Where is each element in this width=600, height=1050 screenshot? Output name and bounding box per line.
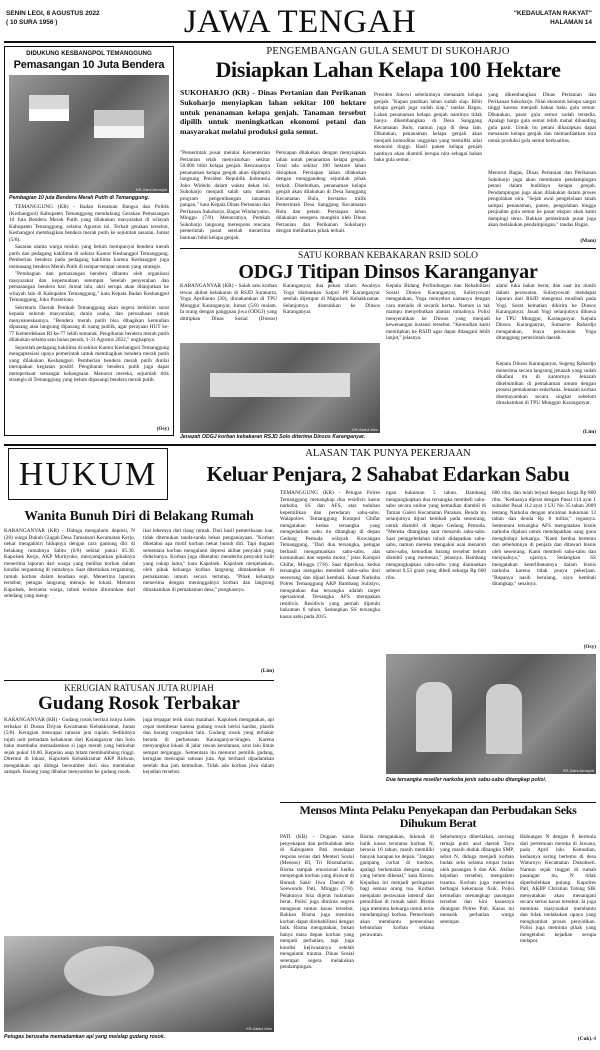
sabu-col-3: 600 ribu, dan telah terjual dengan harga Rp 800 ribu. "Keduanya dijerat dengan Pasal 114 ayat 1 subsider Pasal 112 ayat 1 UU No 35 tahun 2009 tentang Narkoba dengan ancaman hukuman 12 tahun dan denda Rp 8 miliar," tegasnya. Sementara tersangka AFS mengatakan bisnis narkoba dijalani untuk mendapatkan uang guna menghidupi keluarga. "Kami berdua bertemu dan sebelumnya di penjara dan ditawari bisnis oleh seseorang. Kami membeli sabu-sabu dan menjualnya," ujarnya. Sedangkan SS mengatakan keterlibatannya dalam bisnis narkoba karena tidak punya pekerjaan. "Rupanya nasib berulang, saya kembali ditangkap," sesalnya. bbox=[492, 490, 596, 587]
bendera-paragraph: Sejumlah pedagang kakilima di sekitar Kantor Kesbangpol Temanggung mengapresiasi upaya pemerintah untuk membagikan bendera merah putih yang dilakukan Kesbangpol. Pemberian bendera merah putih dinilai merupakan kegiatan positif. Pengibaran bendera putih juga dapat memperkuat semangat kebangsaan. Menurut mereka, sejumlah titik strategis di Temanggung yang belum dipasangi bendera merah putih. bbox=[9, 344, 169, 384]
gudang-story bbox=[4, 683, 274, 1045]
gula-col-4: yang dikembangkan Dinas Pertanian dan Perikanan Sukoharjo. Nilai ekonomi kelapa sangat tinggi karena menjadi bahan baku gula semut. Dikatakan, pasar gula semut sudah tersedia. Apalagi harga gula semut lebih mahal dibanding gula pasir. Untuk itu petani diharapkan dapat menanam kelapa genjah dan memanfaatkan nira untuk produksi gula semut berkualitas. bbox=[488, 92, 596, 144]
smoke-icon bbox=[64, 946, 154, 996]
bendera-headline: Pemasangan 10 Juta Bendera bbox=[13, 59, 165, 71]
bendera-story bbox=[4, 46, 174, 436]
bunuh-diri-headline: Wanita Bunuh Diri di Belakang Rumah bbox=[24, 508, 254, 523]
sabu-col-2: ngan hukuman 5 tahun. Bambang mengungkapkan dua tersangka membeli sabu-sabu secara online yang kemudian diambil di Taman Galeri Kecamatan Parakan. Benda itu selanjutnya dijual kembali pada seseorang, untuk diambil di depan Gedung Pemuda. "Mereka ditangkap saat menaruh sabu-sabu. Saat penggeledahan tubuh didapatkan sabu-sabu, namun mereka mengakui usai menaruh sabu-sabu, kemudian barang tersebut belum diambil yang memesan," jelasnya. Bambang mengungkapkan sabu-sabu yang diamankan seberat 0,53 gram yang dibeli seharga Rp 600 ribu. bbox=[386, 490, 486, 581]
photo-credit: KR-Abdul Alim bbox=[352, 427, 378, 432]
odgj-photo bbox=[180, 343, 380, 433]
odgj-kicker: SATU KORBAN KEBAKARAN RSJD SOLO bbox=[298, 251, 478, 261]
byline-sign: (Mam) bbox=[580, 238, 596, 244]
hijri-date: ( 10 SURA 1956 ) bbox=[6, 19, 58, 26]
person-icon bbox=[416, 682, 452, 752]
gula-col-5: Menurut Bagas, Dinas Pertanian dan Perikanan Sukoharjo juga akan membantu pendampingan petani dalam budidaya kelapa genjah. Pendampingan juga akan dilakukan dalam proses pengolahan nira. "Sejak awal pengelolaan tanah sampai penanaman, panen, pengolahan hingga penjualan gula semut ke pasar ekspor akan kami dampingi terus. Bahkan pemerintah pusat juga akan melakukan pendampingan," tandas Bagas. bbox=[488, 170, 596, 228]
sabu-story bbox=[280, 490, 596, 800]
section-title: HUKUM bbox=[18, 456, 158, 493]
bunuh-diri-col-1: KARANGANYAR (KR) - Diduga mengalami depresi, N (28) warga Dukuh Glagah Desa Tamansari Kecamatan Kerjo, nekat mengakhiri hidupnya dengan cara gantung diri di belakang rumahnya Sabtu (6/8) sekitar pukul 05.30. Kapolsek Kerjo, AKP Murtiyoko, menyampaikan pihaknya menerima laporan dari warga yang melihat korban dalam kondisi tergantung di rumahnya. Saat ditemukan tergantung, rumah korban dalam keadaan sepi. Menerima laporan tersebut, petugas langsung menuju ke lokasi. Menurut Kapolsek, bersama warga, tubuh korban diturunkan dari seledang yang meng- bbox=[4, 528, 135, 599]
gula-kicker: PENGEMBANGAN GULA SEMUT DI SUKOHARJO bbox=[266, 46, 510, 57]
odgj-story bbox=[180, 251, 596, 439]
date-line: SENIN LEGI, 8 AGUSTUS 2022 bbox=[6, 10, 100, 17]
photo-credit: KR-Zaini Arrosyid bbox=[135, 187, 167, 192]
sabu-photo bbox=[386, 654, 596, 774]
sabu-col-1: TEMANGGUNG (KR) - Petugas Polres Temanggung menangkap dua residivis kasus narkoba, SS dan AFS, atas tuduhan kepemilikan dan peredaran sabu-sabu. Walapolres Temanggung Kompol Ghifar mengatakan kedua tersangka yang mengedarkan sabu itu ditangkap di depan Gedung Pemuda wilayah Kowangan Temanggung. "Dari dua tersangka, petugas berhasil mengamankan sabu-sabu, alat komunikasi dan sepeda motor," jelas Kompol Ghifar, Minggu (7/8). Saat diperiksa, kedua tersangka mengaku membeli sabu-sabu dari seseorang dan dijual kembali. Kasat Narkoba Polres Temanggung AKP Bambang Sulistyo, mengatakan dua tersangka adalah target operasional. Tersangka AFS merupakan residivis. Residivis yang pernah dijatuhi hukuman 6 tahun. Sedangkan SS tersangka kasus sabu pada 2015. bbox=[280, 490, 380, 620]
masthead-motto: "KEDAULATAN RAKYAT" bbox=[513, 10, 592, 17]
gula-headline: Disiapkan Lahan Kelapa 100 Hektare bbox=[215, 57, 561, 82]
photo-credit: KR-Abdul Alim bbox=[246, 1026, 272, 1031]
odgj-col-2: Kepala Bidang Perlindungan dan Rehabilitasi Sosial Dinsos Karanganyar, Sulistyowati mengatakan, Yoga menyebut namanya dengan cara menulis di secarik kertas. Namun ia tak mampu menyebutkan alamat rumahnya. Polisi menyerahkan ke Dinsos yang menjadi kewenangan instansi tersebut. "Kemudian kami menitipkan ke RSJD agar dapat ditangani lebih lanjut," jelasnya. bbox=[386, 283, 490, 341]
gudang-headline: Gudang Rosok Terbakar bbox=[38, 693, 240, 714]
odgj-col-4: Kepala Dinsos Karanganyar, Sugeng Rahardjo menerima secara langsung jenazah yang sudah dikafani itu di kantornya. Jenazah dikebumikan di pemakaman umum dengan prosesi pemakaman sederhana. Jenazah korban disemayamkan secara singkat sebelum dimakamkan di TPU Munggur Karanganyar. bbox=[496, 361, 596, 406]
bendera-paragraph: Sasaran utama warga miskin yang belum mempunyai bendera merah putih dan pedagang kakilima di sekitar Kantor Kesbangpol Temanggung. Pemberian bendera pada pedagang kakilima karena Kesbangpol juga memasang bendera Merah Putih di tempat-tempat umum yang strategis. bbox=[9, 244, 169, 270]
gudang-col-1: KARANGANYAR (KR) - Gudang rosok berikut isinya ludes terbakar di Dusun Driyan Kecamatan Kebakkramat, Jumat (5/8). Kerugian mencapai ratusan juta rupiah. Sedikitnya tujuh unit pemadam kebakaran dari Karanganyar dan Solo bahu membahu memadamkan si jago merah yang berkobar sejak pukul 10.00. Kepulan asap hitam membumbung tinggi. Ditemui di lokasi, Kapolsek Kebakkramat AKP Ridwan, mengatakan api diduga bersumber dari sisa membakar sampah. Barang yang dibakar menyambar ke gudang rosok. bbox=[4, 717, 135, 775]
bunuh-diri-col-2: ikat lehernya dari tiang rumah. Dari hasil pemeriksaan luar, tidak ditemukan tanda-tanda bekas penganiayaan. "Korban diketahui apa motif korban nekat bunuh diri. Tapi dugaan sementara korban mengalami depresi akibat penyakit yang dideritanya. Korban juga diketahui menderita penyakit kulit yang cukup lama," kata Kapolsek. Kapolsek menjelaskan, oleh pihak keluarga korban langsung dimakamkan di pemakaman umum secara tertutup. "Pihak keluarga menerima dengan meninggalnya korban dan langsung dimakamkan di pemakaman desa," pungkasnya. bbox=[143, 528, 274, 593]
bendera-paragraph: Sekretaris Daerah Pemkab Temanggung akan segera berkirim surat kepada seluruh masyarakat, dunia usaha, dan perusahaan untuk menyukseskannya. "Bendera merah putih bisa dibagikan kemudian dipasang atau langsung dipasang di ruang publik, agar perayaan HUT ke-77 Kemerdekaan RI ke-77 lebih semarak. Pengibaran bendera merah putih dilakukan selama satu bulan penuh, 1-31 Agustus 2022," ungkapnya. bbox=[9, 304, 169, 344]
photo-caption: Pembagian 10 juta Bendera Merah Putih di Temanggung. bbox=[9, 195, 150, 201]
masthead-rule bbox=[4, 41, 596, 43]
section-divider bbox=[4, 680, 274, 681]
sabu-kicker: ALASAN TAK PUNYA PEKERJAAN bbox=[305, 448, 471, 459]
byline-sign: (Lim) bbox=[583, 429, 596, 435]
gula-story bbox=[180, 46, 596, 246]
bendera-kicker: DIDUKUNG KESBANGPOL TEMANGGUNG bbox=[26, 50, 152, 57]
byline-sign: (Lim) bbox=[261, 668, 274, 674]
section-divider bbox=[180, 248, 596, 249]
photo-caption: Dua tersangka reseller narkoba jenis sabu-sabu ditangkap polisi. bbox=[386, 777, 547, 783]
mensos-col-4: Hubungan N dengan P, bermula dari pertemuan mereka di Jawana, pada April lalu. Kemudian, keduanya sering bertemu di desa Waturoyo Kecamatan Dukuhseti. Namun sejak tinggal di rumah pasangan itu, N tidak diperbolehkan pulang. Kapolres Pati, AKBP Christian Tobing SIK menyatakan akan menangani secara serius kasus tersebut. Ia juga meminta masyarakat membantu dan tidak melakukan upaya yang menghambat proses penyidikan. Polisi juga meminta pihak yang mengetahui kejadian serupa melapor. bbox=[520, 834, 596, 944]
section-rule bbox=[4, 444, 596, 446]
bendera-paragraph: "Pembagian dan pemasangan bendera dibantu oleh organisasi masyarakat dan kepemudaan setempat. Setelah penyerahan dan pemasangan bendera hari Jumat lalu, aksi serupa akan dilanjutkan ke wilayah lain di Kabupaten Temanggung," kata Kepala Badan Kesbangpol Temanggung, Joko Prasetiono. bbox=[9, 271, 169, 304]
gula-lead: SUKOHARJO (KR) - Dinas Pertanian dan Perikanan Sukoharjo menyiapkan lahan sekitar 100 hektare untuk penanaman kelapa genjah. Tanaman tersebut dipilih untuk meningkatkan ekonomi petani dan masyarakat melalui produksi gula semut. bbox=[180, 88, 366, 137]
mensos-col-3: Sebelumnya diberitakan, seorang remaja putri asal daerah Tayu yang masih duduk dibangku SMP, sebut N, diduga menjadi korban budak seks selama empat bulan oleh pasangan S dan AK. Akibat kejadian tersebut, mengalami trauma. Korban juga menerima berbagai kekerasan fisik. Polisi kemudian menangkap pasangan tersebut dan kini kasusnya ditangani Polres Pati. Kasus ini menarik perhatian warga setempat. bbox=[440, 834, 514, 925]
gula-col-1: "Pemerintah pusat melalui Kementerian Pertanian telah menyalurkan sekitar 50.000 bibit kelapa genjah. Rencananya penanaman kelapa genjah akan dipimpin langsung Presiden Republik Indonesia Joko Widodo dalam waktu dekat ini. Sukoharjo menjadi salah satu daerah program pengembangan tanaman pangan," kata Kepala Dinas Pertanian dan Perikanan Sukoharjo, Bagas Windaryatno, Minggu (7/8). Menurutnya, Pemkab Sukoharjo langsung merespons rencana pemerintah pusat setelah menerima bantuan bibit kelapa genjah. bbox=[180, 150, 270, 241]
masthead-title: JAWA TENGAH bbox=[183, 4, 417, 40]
photo-credit: KR-Zaini Arrosyid bbox=[562, 768, 594, 773]
hukum-banner bbox=[8, 448, 168, 500]
photo-caption: Jenazah ODGJ korban kebakaran RSJD Solo diterima Dinsos Karanganyar. bbox=[180, 434, 366, 440]
person-icon bbox=[486, 684, 522, 754]
bendera-body bbox=[9, 204, 169, 416]
bunuh-diri-story bbox=[4, 508, 274, 678]
sabu-headline: Keluar Penjara, 2 Sahabat Edarkan Sabu bbox=[206, 462, 570, 486]
coffin-icon bbox=[210, 373, 350, 397]
odgj-headline: ODGJ Titipan Dinsos Karanganyar bbox=[238, 261, 538, 283]
gudang-col-2: juga terpapar terik sinar matahari. Kapolsek mengatakan, api cepat membesar karena gudang rosok berisi kardus, plastik dan barang rongsokan lain. Gudang rosok yang terbakar berada di perbatasan Karanganyar-Sragen. Karena menyangkut lokasi di jalur rawan kendaraan, arus lalu lintas sempat terganggu. Sementara itu menurut pemilik gudang, kerugian mencapai ratusan juta. Api berhasil dipadamkan setelah dua jam kemudian. Tidak ada korban jiwa dalam kejadian tersebut. bbox=[143, 717, 274, 775]
byline-sign: (Osy) bbox=[156, 425, 169, 432]
photo-caption: Petugas berusaha memadamkan api yang melalap gudang rosok. bbox=[4, 1034, 166, 1040]
mensos-story bbox=[280, 804, 596, 1045]
flag-icon bbox=[94, 110, 144, 138]
mensos-headline: Mensos Minta Pelaku Penyekapan dan Perbudakan Seks Dihukum Berat bbox=[299, 803, 577, 830]
mensos-col-2: Risma mengatakan, hikmah di balik kasus terutama korban N, berusia 16 tahun, masih memiliki banyak harapan ke depan. "Jangan gampang curhat di medsos, apalagi berkenalan dengan orang yang belum dikenal," kata Risma. Kejadian ini menjadi peringatan bagi semua orang tua. Korban menjalani perawatan intensif dan pemulihan di rumah sakit. Risma juga meminta keluarga untuk terus mendampingi korban. Pemerintah akan membantu pemenuhan kebutuhan korban selama perawatan. bbox=[360, 834, 434, 938]
bendera-photo bbox=[9, 75, 169, 193]
gula-col-3: Presiden Jokowi sebelumnya menanam kelapa genjah. "Kapan pastikan lahan sudah siap. Bibit kelapa genjah juga sudah siap," tandas Bagas. Lahan penanaman kelapa genjah nantinya tidak hanya dikembangkan di Desa Sanggang Kecamatan Bulu, namun juga di desa lain. Dikatakan, penanaman kelapa genjah akan menjadi komoditas unggulan yang memiliki nilai ekonomi tinggi. Hasil panen kelapa genjah nantinya akan diambil berupa nira sebagai bahan baku gula semut. bbox=[374, 92, 482, 163]
byline-sign: (Osy) bbox=[583, 644, 596, 650]
mensos-col-1: PATI (KR) - Dugaan kasus penyekapan dan perbudakan seks di Kabupaten Pati mendapat respons serius dari Menteri Sosial (Mensos) RI, Tri Rismaharini. Risma tampak emosional ketika menjenguk korban yang dirawat di Rumah Sakit Jiwa Daerah dr Soewondo Pati, Minggu (7/8). Pelakunya bisa dijerat hukuman berat. Polisi juga diminta segera mengusut tuntas kasus tersebut. Bahkan Risma juga meminta korban dapat direhabilitasi dengan baik. Risma mengatakan, bukan hanya masa depan korban yang menjadi perhatian, tapi juga kondisi kejiwaannya setelah mengalami trauma. Dinas Sosial setempat segera melakukan pendampingan. bbox=[280, 834, 354, 970]
gudang-photo bbox=[4, 936, 274, 1032]
odgj-col-1: KARANGANYAR (KR) - Salah satu korban tewas akibat kebakaran di RSJD Surakarta, Yoga Aprilianto (30), dimakamkan di TPU Munggur Karanganyar, Jumat (5/8) malam. Ia orang dengan gangguan jiwa (ODGJ) yang dititipkan Dinas Sosial (Dinsos) Karanganyar, dua pekan silam. Awalnya Yoga diamankan Satpol PP Karanganyar setelah dijemput di Mapolsek Kebakkramat. Selanjutnya diserahkan ke Dinsos Karanganyar. bbox=[180, 283, 380, 322]
gula-col-2: Persiapan dilakukan dengan menyiapkan lahan untuk penanaman kelapa genjah. Total ada sekitar 100 hektare lahan disiapkan. Persiapan lahan dilakukan dengan menggandeng sejumlah pihak terkait. Disebutkan, penanaman kelapa genjah akan dilakukan di Desa Sanggang Kecamatan Bulu, berstatus milik Pemerintah Desa Sanggang Kecamatan Bulu dan petani. Persiapan lahan dilakukan sesegera mungkin oleh Dinas Pertanian dan Perikanan Sukoharjo dengan melibatkan pihak terkait. bbox=[276, 150, 366, 234]
gudang-kicker: KERUGIAN RATUSAN JUTA RUPIAH bbox=[64, 683, 214, 693]
bendera-paragraph: TEMANGGUNG (KR) - Badan Kesatuan Bangsa dan Politik (Kesbangpol) Kabupaten Temanggung mendukung Gerakan Pemasangan 10 Juta Bendera Merah Putih yang dilakukan masyarakat di wilayah Kabupaten Temanggung, selama Agustus ini. Terkait gerakan tersebut, Kesbangpol membagikan bendera merah putih ke sejumlah sasaran, Jumat (5/8). bbox=[9, 204, 169, 243]
flag-icon bbox=[29, 95, 69, 121]
byline-sign: (Cuk).-f bbox=[577, 1036, 596, 1042]
page-number: HALAMAN 14 bbox=[550, 19, 592, 26]
odgj-col-3: alami luka bakar berat, dan saat itu masih dalam perawatan. Sulistyowati mendapat laporan dari RSJD mengenai musibah pada Yogi. Surat kematian dikirim ke Dinsos Karanganyar. Jasad Yogi selanjutnya dibawa ke TPU Munggur, Karanganyar. Kepala Dinsos Karanganyar, Sumarno Rahardjo mengatakan, biaya perawatan Yoga ditanggung pemerintah daerah. bbox=[496, 283, 596, 341]
